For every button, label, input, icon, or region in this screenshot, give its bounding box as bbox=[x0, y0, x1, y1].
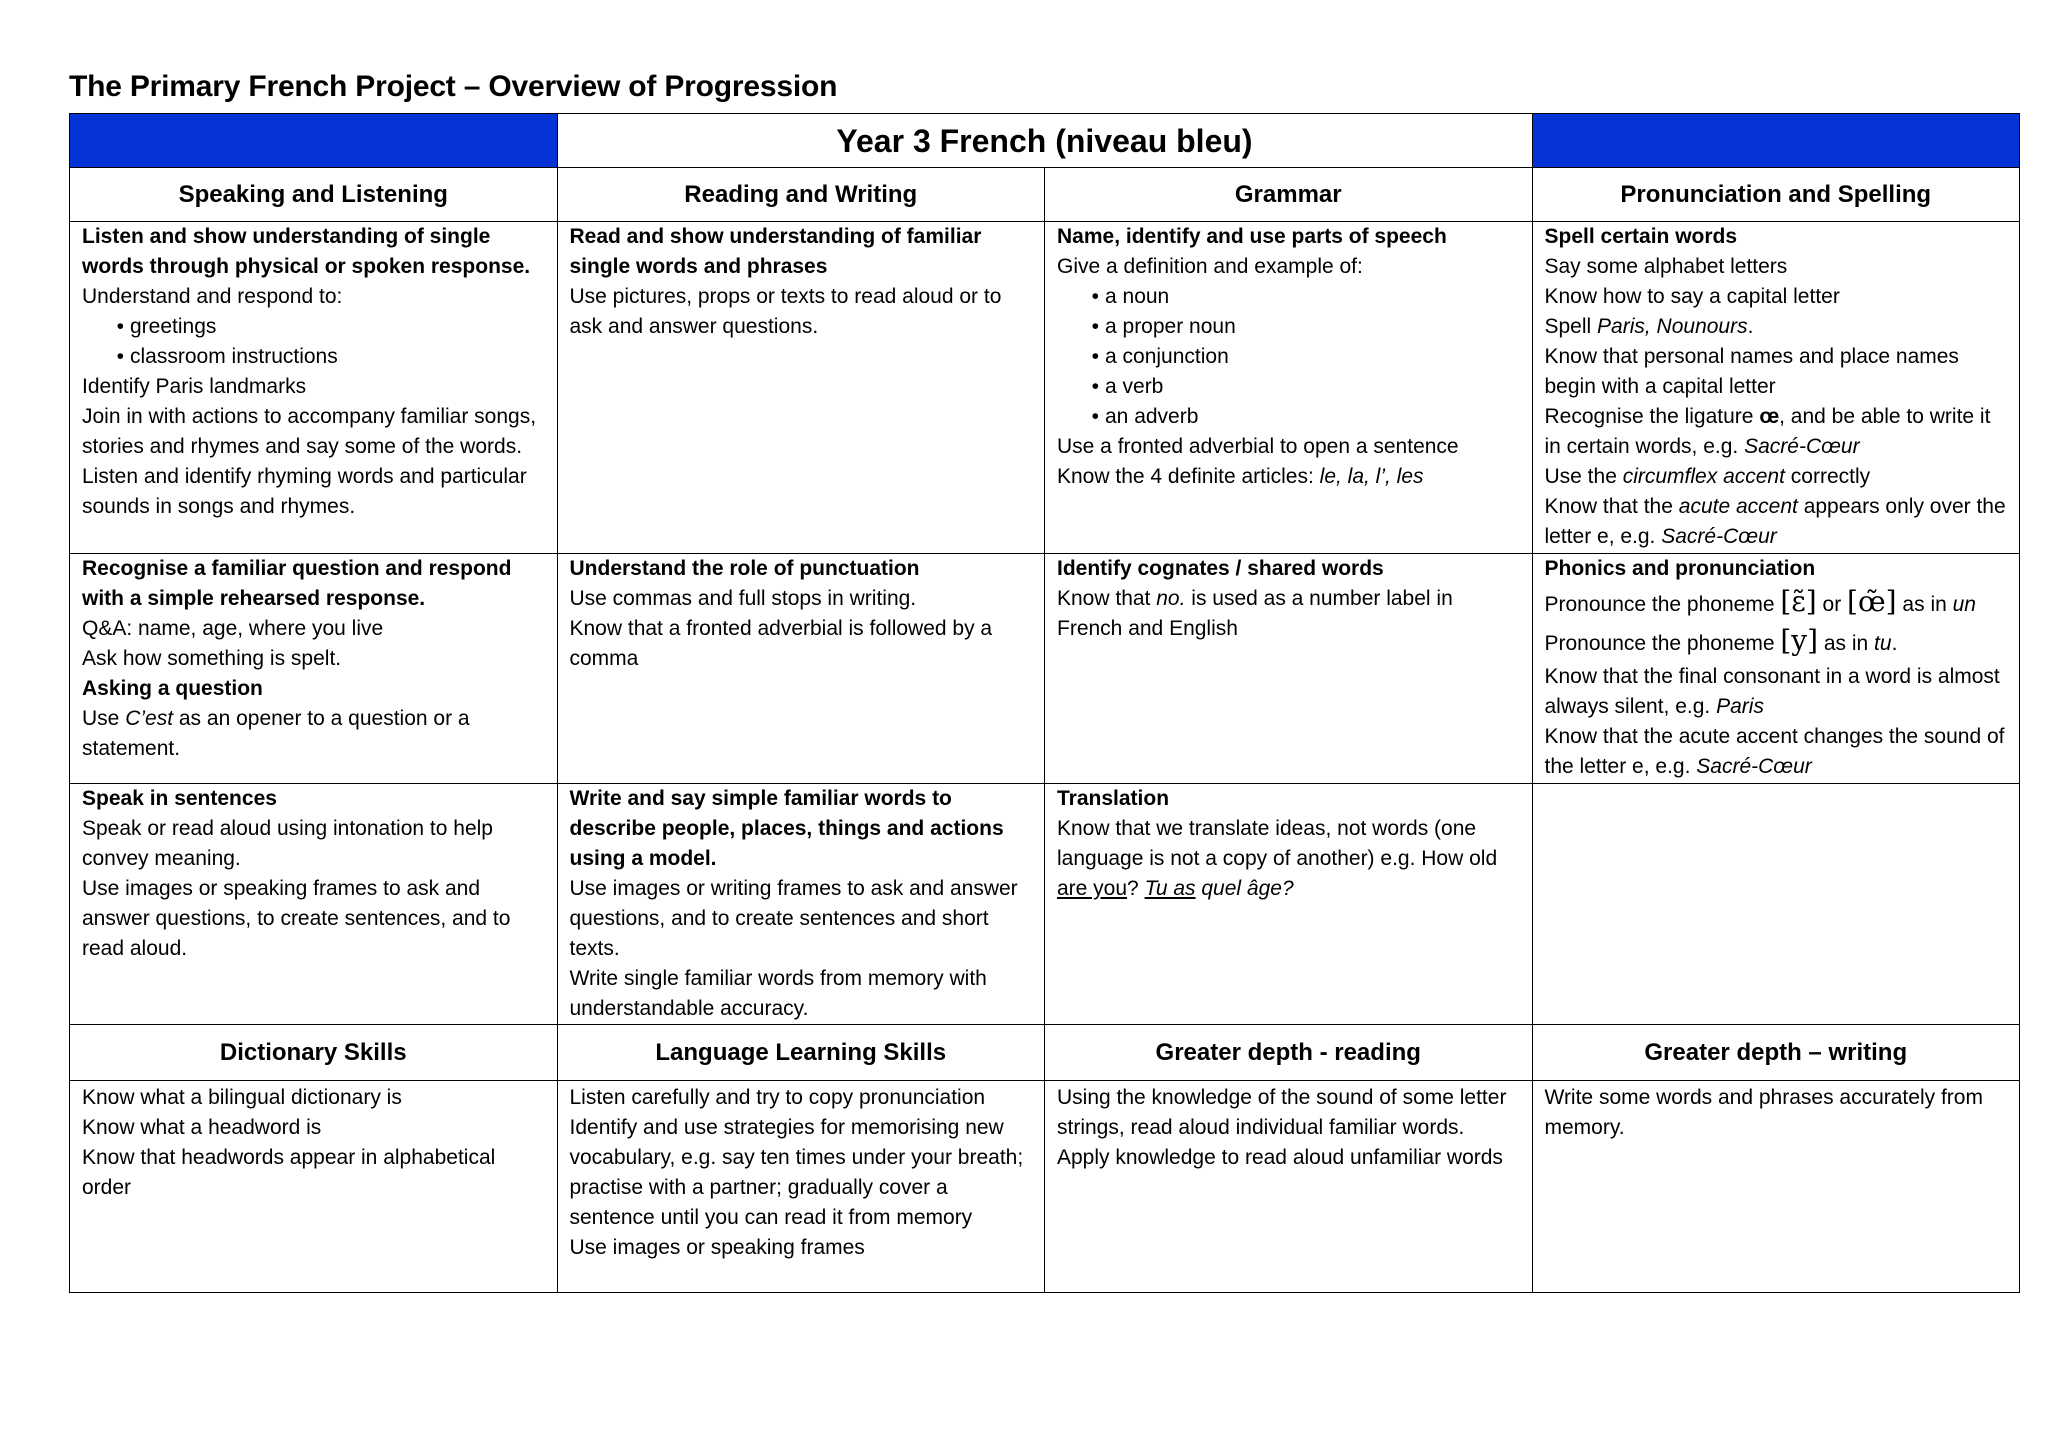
cell-dictionary bbox=[70, 1081, 558, 1293]
cell-heading: Understand the role of punctuation bbox=[569, 557, 920, 580]
text-run: appears only over the letter e, e.g. bbox=[1544, 495, 2006, 548]
italic-run: un bbox=[1952, 593, 1976, 616]
cell-text: Use images or speaking frames to ask and answer questions, to create sentences, and to read aloud. bbox=[82, 877, 511, 960]
text-run: Know that the final consonant in a word is almost always silent, e.g. bbox=[1544, 665, 2000, 718]
cell-depth-writing bbox=[1532, 1081, 2020, 1293]
bullet-item: • a verb bbox=[1057, 372, 1520, 402]
text-run: Recognise the ligature bbox=[1544, 405, 1760, 428]
italic-run: no. bbox=[1156, 587, 1186, 610]
header-greater-depth-reading: Greater depth - reading bbox=[1045, 1025, 1533, 1081]
cell-subheading: Asking a question bbox=[82, 677, 263, 700]
cell-text bbox=[1057, 584, 1520, 644]
text-run: . bbox=[1891, 632, 1898, 655]
cell-speaking-3 bbox=[70, 784, 558, 1025]
ipa-symbol: [ɛ̃] bbox=[1780, 585, 1817, 618]
table-row bbox=[70, 554, 2020, 784]
cell-language-learning bbox=[557, 1081, 1045, 1293]
cell-heading: Recognise a familiar question and respond with a simple rehearsed response. bbox=[82, 557, 512, 610]
cell-speaking-2 bbox=[70, 554, 558, 784]
cell-text: Use images or writing frames to ask and answer questions, and to create sentences and short texts. bbox=[569, 877, 1018, 960]
cell-text: Know that personal names and place names begin with a capital letter bbox=[1544, 345, 1959, 398]
cell-reading-1 bbox=[557, 222, 1045, 554]
bullet-item: • a noun bbox=[1057, 282, 1520, 312]
cell-text: Using the knowledge of the sound of some letter strings, read aloud individual familiar words. bbox=[1057, 1086, 1507, 1139]
table-row bbox=[70, 784, 2020, 1025]
banner-left-block bbox=[70, 114, 558, 168]
cell-text bbox=[1545, 462, 2008, 492]
year-banner: Year 3 French (niveau bleu) bbox=[557, 114, 1532, 168]
cell-text: Say some alphabet letters bbox=[1544, 255, 1788, 278]
cell-depth-reading bbox=[1045, 1081, 1533, 1293]
italic-run: Sacré-Cœur bbox=[1696, 755, 1812, 778]
cell-speaking-1 bbox=[70, 222, 558, 554]
cell-text: Identify and use strategies for memorising new vocabulary, e.g. say ten times under your breath; practise with a partner; gradually cover a sentence until you can read it from memory bbox=[569, 1116, 1024, 1229]
cell-text: Listen and identify rhyming words and particular sounds in songs and rhymes. bbox=[82, 465, 527, 518]
bullet-item: • greetings bbox=[82, 312, 545, 342]
text-run: Pronounce the phoneme bbox=[1544, 632, 1781, 655]
header-language-learning-skills: Language Learning Skills bbox=[557, 1025, 1045, 1081]
table-row bbox=[70, 222, 2020, 554]
header-dictionary-skills: Dictionary Skills bbox=[70, 1025, 558, 1081]
header-speaking-listening: Speaking and Listening bbox=[70, 168, 558, 222]
banner-row bbox=[70, 114, 2020, 168]
header-pronunciation-spelling: Pronunciation and Spelling bbox=[1532, 168, 2020, 222]
text-run: Know that the bbox=[1544, 495, 1679, 518]
cell-text: Know that headwords appear in alphabetical order bbox=[82, 1146, 496, 1199]
italic-run: Paris, Nounours bbox=[1597, 315, 1748, 338]
bullet-item: • a proper noun bbox=[1057, 312, 1520, 342]
cell-reading-2 bbox=[557, 554, 1045, 784]
text-run: . bbox=[1747, 315, 1754, 338]
italic-run: Sacré-Cœur bbox=[1744, 435, 1860, 458]
text-run: Know the 4 definite articles: bbox=[1057, 465, 1320, 488]
cell-text: Ask how something is spelt. bbox=[82, 647, 342, 670]
text-run: ? bbox=[1127, 877, 1145, 900]
text-run: Know that the acute accent changes the sound of the letter e, e.g. bbox=[1544, 725, 2005, 778]
bullet-item: • a conjunction bbox=[1057, 342, 1520, 372]
text-run: , and be able to write it in certain words, e.g. bbox=[1544, 405, 1991, 458]
cell-text: Know that a fronted adverbial is followed by a comma bbox=[569, 617, 993, 670]
cell-text: Join in with actions to accompany familiar songs, stories and rhymes and say some of the words. bbox=[82, 405, 537, 458]
cell-text: Use images or speaking frames bbox=[569, 1236, 865, 1259]
ipa-symbol: [œ̃] bbox=[1847, 585, 1897, 618]
cell-text: Know what a headword is bbox=[82, 1116, 322, 1139]
cell-text bbox=[1545, 623, 2008, 662]
cell-heading: Phonics and pronunciation bbox=[1544, 557, 1816, 580]
cell-text: Speak or read aloud using intonation to help convey meaning. bbox=[82, 817, 493, 870]
ipa-symbol: [y] bbox=[1780, 624, 1819, 657]
text-run: as in bbox=[1818, 632, 1875, 655]
cell-text: Give a definition and example of: bbox=[1057, 255, 1363, 278]
cell-heading: Speak in sentences bbox=[82, 787, 277, 810]
cell-text: Write some words and phrases accurately from memory. bbox=[1544, 1086, 1983, 1139]
text-run: as an opener to a question or a statement. bbox=[82, 707, 470, 760]
banner-right-block bbox=[1532, 114, 2020, 168]
italic-run: C’est bbox=[125, 707, 174, 730]
cell-text bbox=[1545, 722, 2008, 782]
bullet-item: • classroom instructions bbox=[82, 342, 545, 372]
cell-heading: Spell certain words bbox=[1544, 225, 1738, 248]
cell-heading: Identify cognates / shared words bbox=[1057, 557, 1384, 580]
cell-text bbox=[1545, 312, 2008, 342]
table-row bbox=[70, 1081, 2020, 1293]
cell-heading: Translation bbox=[1057, 787, 1170, 810]
italic-run: quel âge? bbox=[1195, 877, 1294, 900]
cell-text: Use pictures, props or texts to read aloud or to ask and answer questions. bbox=[569, 285, 1002, 338]
header-greater-depth-writing: Greater depth – writing bbox=[1532, 1025, 2020, 1081]
cell-heading: Write and say simple familiar words to describe people, places, things and actions using a model. bbox=[569, 787, 1004, 870]
cell-grammar-2 bbox=[1045, 554, 1533, 784]
cell-grammar-3 bbox=[1045, 784, 1533, 1025]
cell-text bbox=[1545, 584, 2008, 623]
cell-reading-3 bbox=[557, 784, 1045, 1025]
cell-pronunciation-3-empty bbox=[1532, 784, 2020, 1025]
text-run: Pronounce the phoneme bbox=[1544, 593, 1781, 616]
italic-run: Paris bbox=[1716, 695, 1764, 718]
italic-run: circumflex accent bbox=[1622, 465, 1785, 488]
cell-heading: Listen and show understanding of single words through physical or spoken response. bbox=[82, 225, 531, 278]
text-run: Know that bbox=[1057, 587, 1157, 610]
text-run: as in bbox=[1896, 593, 1953, 616]
cell-text: Apply knowledge to read aloud unfamiliar words bbox=[1057, 1146, 1503, 1169]
cell-text: Know what a bilingual dictionary is bbox=[82, 1086, 402, 1109]
progression-table bbox=[69, 113, 2020, 1293]
text-run: Use bbox=[82, 707, 126, 730]
italic-run: le, la, l’, les bbox=[1319, 465, 1424, 488]
cell-text: Use a fronted adverbial to open a sentence bbox=[1057, 435, 1459, 458]
cell-text: Write single familiar words from memory with understandable accuracy. bbox=[569, 967, 987, 1020]
header-row-2 bbox=[70, 1025, 2020, 1081]
cell-text: Understand and respond to: bbox=[82, 285, 343, 308]
underlined-run: are you bbox=[1057, 877, 1128, 900]
cell-text bbox=[1057, 462, 1520, 492]
italic-underlined-run: Tu as bbox=[1144, 877, 1196, 900]
cell-grammar-1 bbox=[1045, 222, 1533, 554]
header-reading-writing: Reading and Writing bbox=[557, 168, 1045, 222]
cell-text bbox=[1545, 662, 2008, 722]
text-run: correctly bbox=[1784, 465, 1871, 488]
cell-text: Know how to say a capital letter bbox=[1544, 285, 1840, 308]
cell-text bbox=[82, 704, 545, 764]
cell-text: Q&A: name, age, where you live bbox=[82, 617, 384, 640]
italic-run: Sacré-Cœur bbox=[1661, 525, 1777, 548]
header-row bbox=[70, 168, 2020, 222]
italic-run: tu bbox=[1874, 632, 1892, 655]
header-grammar: Grammar bbox=[1045, 168, 1533, 222]
text-run: is used as a number label in French and English bbox=[1057, 587, 1453, 640]
text-run: Spell bbox=[1544, 315, 1598, 338]
cell-text bbox=[1545, 402, 2008, 462]
cell-text bbox=[1057, 814, 1520, 904]
italic-run: acute accent bbox=[1678, 495, 1798, 518]
text-run: or bbox=[1816, 593, 1848, 616]
cell-pronunciation-2 bbox=[1532, 554, 2020, 784]
cell-heading: Read and show understanding of familiar single words and phrases bbox=[569, 225, 982, 278]
text-run: Know that we translate ideas, not words (one language is not a copy of another) e.g. How old bbox=[1057, 817, 1498, 870]
cell-text bbox=[1545, 492, 2008, 552]
bold-run: œ bbox=[1759, 405, 1780, 428]
text-run: Use the bbox=[1544, 465, 1623, 488]
bullet-item: • an adverb bbox=[1057, 402, 1520, 432]
cell-text: Identify Paris landmarks bbox=[82, 375, 307, 398]
document-title: The Primary French Project – Overview of Progression bbox=[69, 70, 838, 103]
cell-pronunciation-1 bbox=[1532, 222, 2020, 554]
cell-heading: Name, identify and use parts of speech bbox=[1057, 225, 1447, 248]
cell-text: Use commas and full stops in writing. bbox=[569, 587, 917, 610]
cell-text: Listen carefully and try to copy pronunciation bbox=[569, 1086, 986, 1109]
